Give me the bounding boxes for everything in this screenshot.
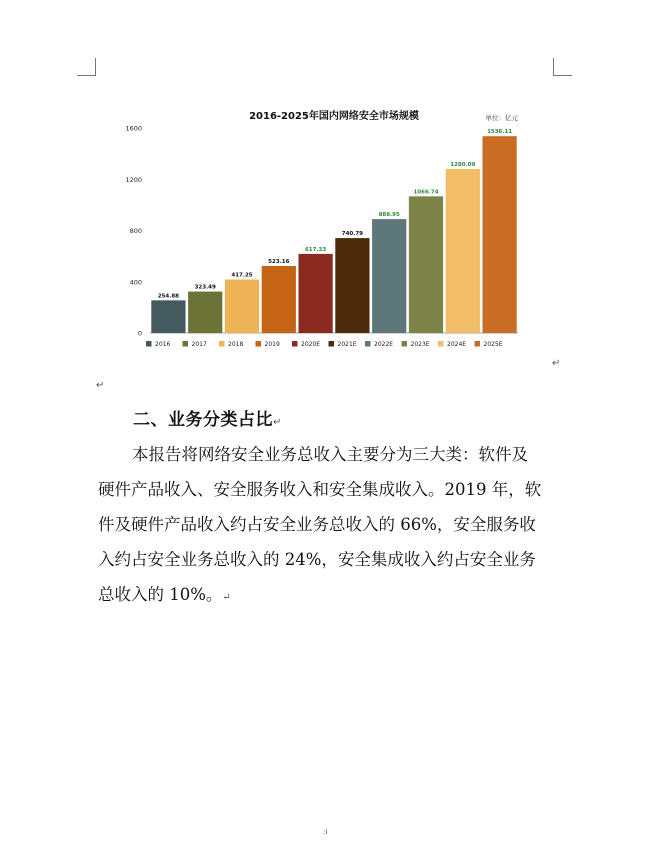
legend-label: 2023E: [410, 341, 430, 348]
y-tick-label: 1200: [125, 175, 142, 184]
legend-label: 2020E: [301, 341, 321, 348]
data-label: 323.49: [194, 284, 216, 291]
legend-swatch: [219, 341, 225, 347]
data-label: 254.88: [157, 293, 180, 300]
crop-mark-top-left: [95, 58, 96, 76]
chart-canvas: [112, 100, 532, 360]
heading-text: 二、业务分类占比: [133, 410, 273, 430]
data-label: 523.16: [268, 258, 290, 265]
bar: [372, 219, 406, 333]
chart-unit-note: 单位：亿元: [485, 114, 518, 122]
legend-label: 2018: [228, 341, 244, 348]
legend-swatch: [365, 341, 371, 347]
chart-title: 2016-2025年国内网络安全市场规模: [249, 111, 419, 122]
crop-mark-top-right-h: [553, 75, 572, 76]
legend-label: 2024E: [447, 341, 467, 348]
paragraph-mark: ↵: [96, 380, 105, 391]
crop-mark-top-right: [553, 58, 554, 76]
data-label: 417.25: [231, 272, 253, 279]
data-label: 888.95: [378, 212, 400, 219]
legend-swatch: [183, 341, 189, 347]
legend-swatch: [292, 341, 298, 347]
legend-label: 2017: [191, 341, 207, 348]
legend-swatch: [329, 341, 335, 347]
paragraph-line: 总收入的 10%。: [98, 585, 223, 604]
bar: [482, 136, 516, 333]
data-label: 1280.09: [450, 161, 476, 168]
bar: [225, 280, 259, 333]
legend-label: 2021E: [337, 341, 357, 348]
legend-label: 2022E: [374, 341, 394, 348]
crop-mark-top-left-h: [77, 75, 96, 76]
data-label: 617.33: [304, 246, 327, 253]
legend-swatch: [475, 341, 481, 347]
y-tick-label: 400: [129, 278, 142, 287]
market-size-chart: [112, 100, 532, 360]
legend-swatch: [402, 341, 408, 347]
y-tick-label: 1600: [125, 124, 142, 133]
bar: [298, 254, 332, 333]
legend-swatch: [438, 341, 444, 347]
data-label: 740.79: [341, 231, 364, 238]
paragraph-mark: ↵: [552, 358, 561, 369]
bar: [262, 266, 296, 333]
paragraph-line: 本报告将网络安全业务总收入主要分为三大类：软件及: [132, 445, 528, 464]
paragraph-line: 入约占安全业务总收入的 24%，安全集成收入约占安全业务: [98, 550, 536, 569]
paragraph-line: 硬件产品收入、安全服务收入和安全集成收入。2019 年，软: [98, 480, 542, 499]
legend-swatch: [146, 341, 152, 347]
legend-label: 2025E: [483, 341, 503, 348]
bar: [335, 238, 369, 333]
paragraph-line: 件及硬件产品收入约占安全业务总收入的 66%，安全服务收: [98, 515, 536, 534]
legend-swatch: [256, 341, 262, 347]
data-label: 1536.11: [487, 129, 513, 136]
body-paragraph: [98, 437, 556, 615]
bar: [446, 169, 480, 333]
page-number: :i: [323, 828, 328, 836]
bar: [151, 300, 185, 333]
legend-label: 2019: [264, 341, 280, 348]
legend-label: 2016: [155, 341, 171, 348]
y-tick-label: 0: [137, 329, 142, 338]
bar: [188, 292, 222, 333]
paragraph-mark: ↵: [273, 417, 282, 428]
data-label: 1066.74: [413, 189, 439, 196]
bar: [409, 196, 443, 333]
paragraph-mark: ↵: [222, 592, 231, 603]
y-tick-label: 800: [129, 227, 142, 235]
section-heading: [133, 405, 282, 430]
